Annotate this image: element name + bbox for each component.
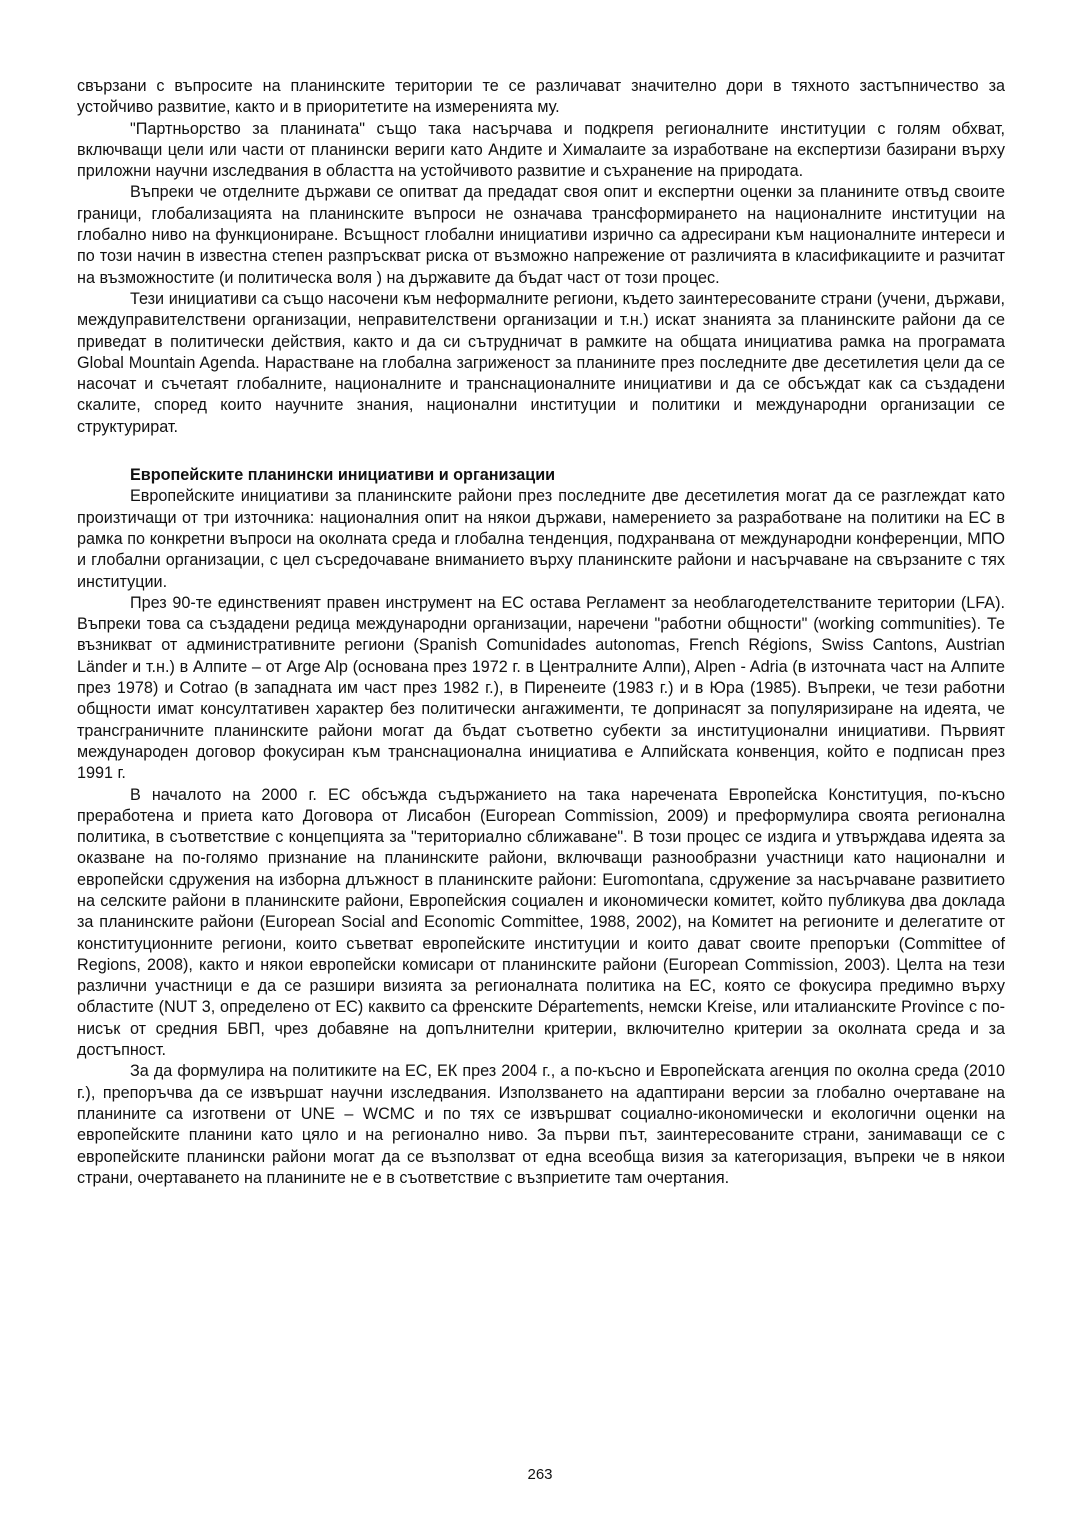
paragraph-2: "Партньорство за планината" също така насърчава и подкрепя регионалните институции с голям обхват, включващи цели или части от планински вериги като Андите и Хималаите за изработване на експертизи базирани върху приложни научни изследвания в областта на устойчивото развитие и съхранение на природата. xyxy=(77,119,1005,181)
paragraph-7: В началото на 2000 г. ЕС обсъжда съдържанието на така наречената Европейска Конституция, по-късно преработена и приета като Договора от Лисабон (European Commission, 2009) и преформулира своята регионална политика, в съответствие с концепцията за "териториално сближаване". В този процес се издига и утвърждава идеята за оказване на по-голямо признание на планинските райони, включващи разнообразни участници като национални и европейски сдружения на изборна длъжност в планинските райони: Euromontana, сдружение за насърчаване развитието на селските райони в планинските райони, Европейския социален и икономически комитет, който публикува два доклада за планинските райони (European Social and Economic Committee, 1988, 2002), на Комитет на регионите и делегатите от конституционните региони, които съветват европейските институции и които дават своите препоръки (Committee of Regions, 2008), както и някои европейски комисари от планинските райони (European Commission, 2003). Целта на тези различни участници е да се разшири визията за регионалната политика на ЕС, която се фокусира предимно върху областите (NUT 3, определено от ЕС) каквито са френските Départements, немски Kreise, или италианските Province с по-нисък от средния БВП, чрез добавяне на допълнителни критерии, включително критерии за околната среда и за достъпност. xyxy=(77,785,1005,1060)
paragraph-4: Тези инициативи са също насочени към неформалните региони, където заинтересованите страни (учени, държави, междуправителствени организации, неправителствени организации и т.н.) искат знанията за планинските райони да се приведат в политически действия, както и да си сътрудничат в рамките на общата инициатива рамка на програмата Global Mountain Agenda. Нарастване на глобална загриженост за планините през последните две десетилетия цели да се насочат и съчетаят глобалните, националните и транснационалните инициативи и да се обсъждат как са създадени скалите, според които научните знания, национални институции и политики и международни организации се структурират. xyxy=(77,289,1005,436)
paragraph-8: За да формулира на политиките на ЕС, ЕК през 2004 г., а по-късно и Европейската агенция по околна среда (2010 г.), препоръчва да се извършат научни изследвания. Използването на адаптирани версии за глобално очертаване на планините са изготвени от UNE – WCMC и по тях се извършват социално-икономически и екологични оценки на европейските планини като цяло и на регионално ниво. За първи път, заинтересованите страни, занимаващи се с европейските планински райони могат да се възползват от една всеобща визия за категоризация, въпреки че в някои страни, очертаването на планините не е в съответствие с възприетите там очертания. xyxy=(77,1062,1005,1187)
page-number: 263 xyxy=(527,1466,553,1483)
document-body xyxy=(77,76,1005,1189)
section-heading: Европейските планински инициативи и организации xyxy=(130,466,556,485)
paragraph-6: През 90-те единственият правен инструмент на ЕС остава Регламент за необлагодетелстваните територии (LFA). Въпреки това са създадени редица международни организации, наречени "работни общности" (working communities). Те възникват от административните региони (Spanish Comunidades autonomas, French Régions, Swiss Cantons, Austrian Länder и т.н.) в Алпите – от Arge Alp (основана през 1972 г. в Централните Алпи), Alpen - Adria (в източната част на Алпите през 1978) и Cotrao (в западната им част през 1982 г.), в Пиренеите (1983 г.) и в Юра (1985). Въпреки, че тези работни общности имат консултативен характер без политически ангажименти, те допринасят за популяризиране на идеята, че трансграничните планинските райони могат да бъдат съответно субекти за институционални инициативи. Първият международен договор фокусиран към транснационална инициатива е Алпийската конвенция, който е подписан през 1991 г. xyxy=(77,593,1005,783)
paragraph-5: Европейските инициативи за планинските райони през последните две десетилетия могат да се разглеждат като произтичащи от три източника: националния опит на някои държави, намерението за разработване на политики на ЕС в рамка по конкретни въпроси на околната среда и глобална тенденция, подхранвана от международни конференции, МПО и глобални организации, с цел съсредочаване вниманието върху планинските райони и насърчаване на свързаните с тях институции. xyxy=(77,487,1005,591)
paragraph-1: свързани с въпросите на планинските територии те се различават значително дори в тяхното застъпничество за устойчиво развитие, както и в приоритетите на измеренията му. xyxy=(77,77,1005,117)
paragraph-3: Въпреки че отделните държави се опитват да предадат своя опит и експертни оценки за планините отвъд своите граници, глобализацията на планинските въпроси не означава трансформирането на националните институции на глобално ниво на функциониране. Всъщност глобални инициативи изрично са адресирани към националните интереси и по този начин в известна степен разпръскват риска от възможно напрежение от различията в класификациите и разчитат на възможностите (и политическа воля ) на държавите да бъдат част от този процес. xyxy=(77,183,1005,287)
